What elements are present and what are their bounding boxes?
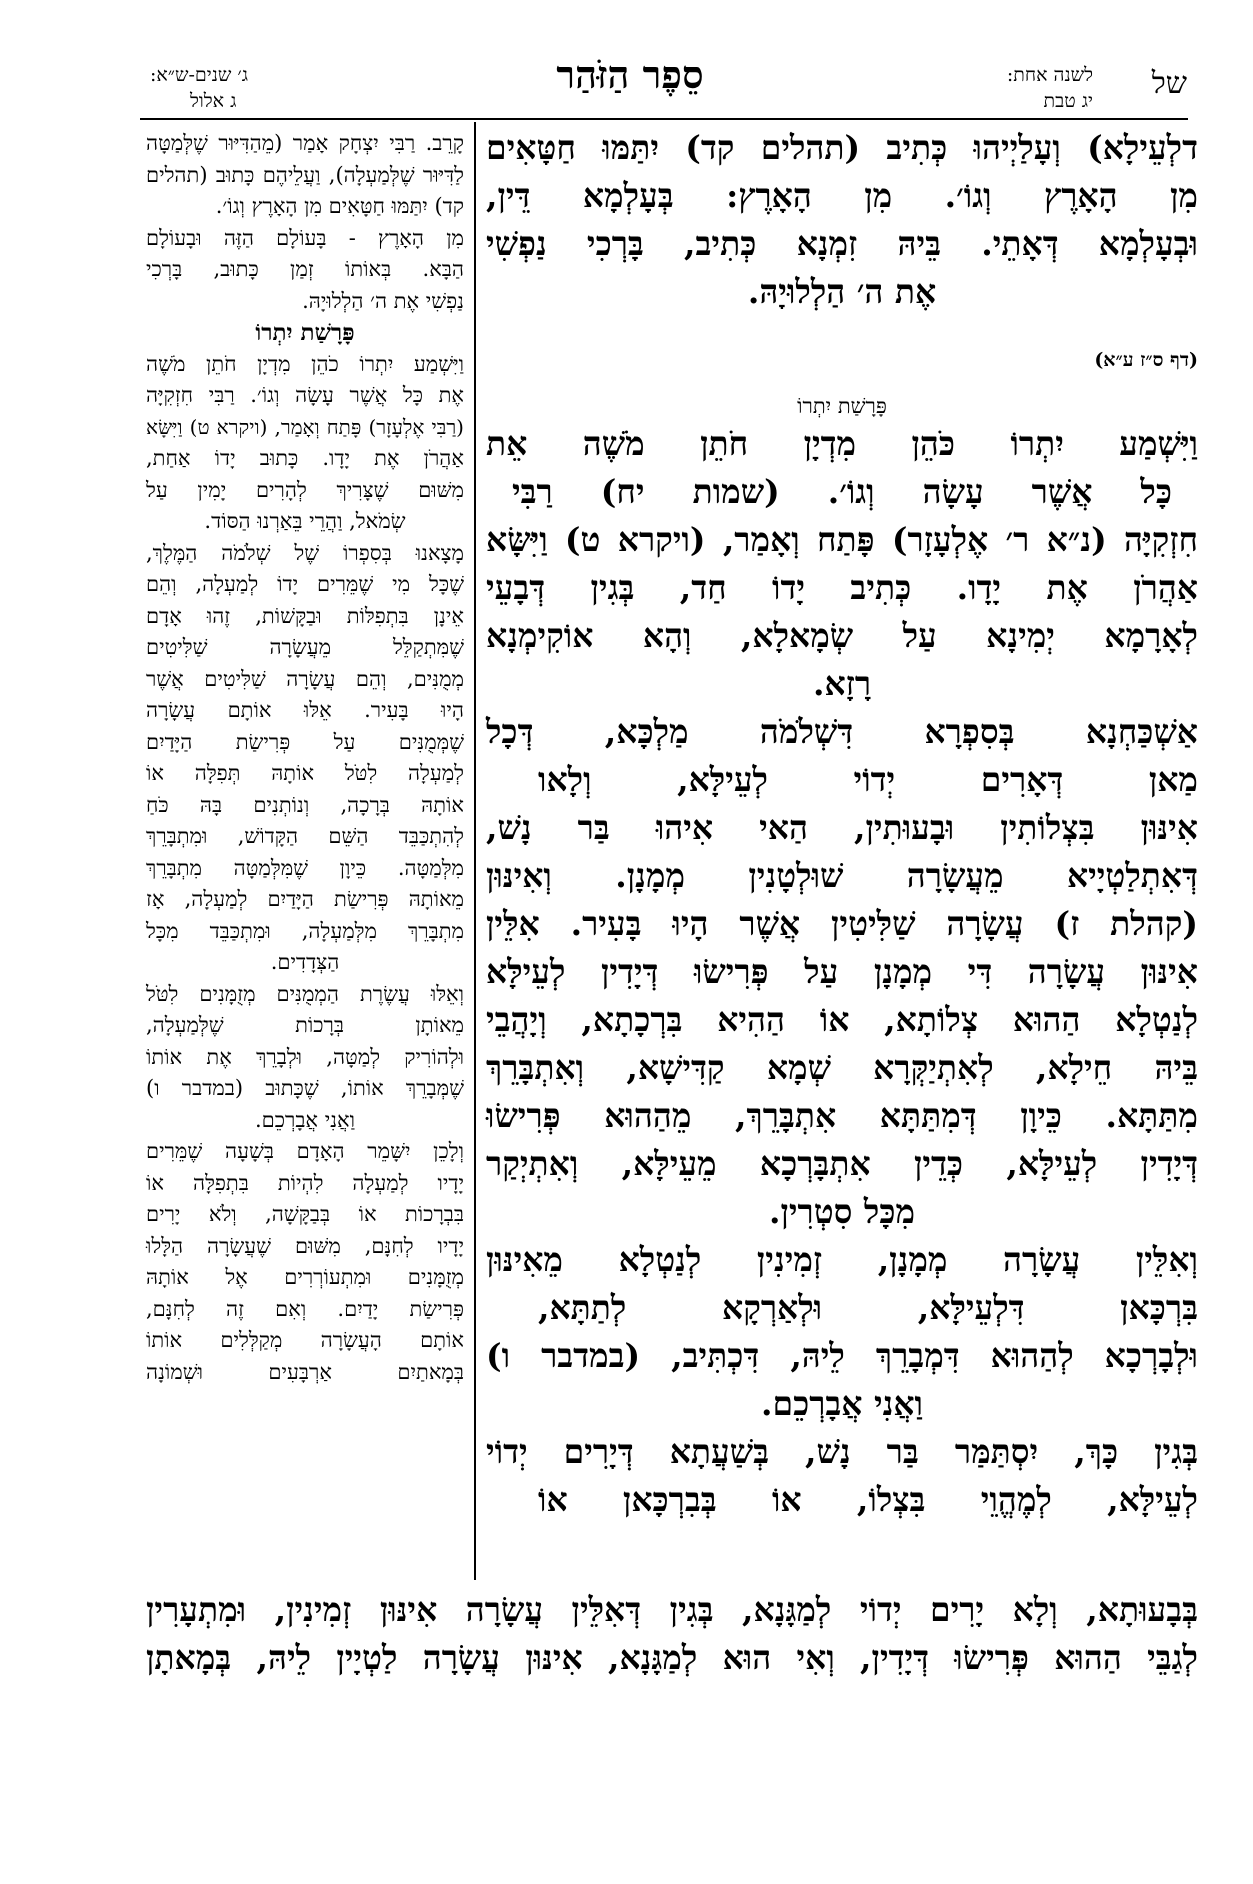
header-rule: [140, 118, 1188, 120]
text-line: אֶת ה׳ הַלְלוּיָהּ.: [747, 272, 937, 311]
side-line: מְזֻמָּנִים וּמִתְעוֹרְרִים אֶל אוֹתָהּ: [146, 1265, 464, 1289]
side-line: קָרֵב. רַבִּי יִצְחָק אָמַר (מֵהַדִּיּוּר שֶׁלְּמַטָּה: [146, 131, 464, 155]
side-line: לְמַעְלָה לִטֹּל אוֹתָהּ תְּפִלָּה אוֹ: [146, 761, 464, 785]
text-line: רָזָא.: [812, 664, 872, 703]
side-line: מִשּׁוּם שֶׁצָּרִיךְ לְהָרִים יָמִין עַל: [146, 477, 464, 502]
text-line: בִּרְכָּאן דִּלְעֵילָּא, וּלְאַרְקָא לְתַתָּא,: [538, 1288, 1198, 1327]
text-line: לְעֵילָּא, לְמֶהֱוֵי בִּצְלוֹ, אוֹ בְּבִרְכָּאן אוֹ: [538, 1480, 1198, 1519]
side-line: מְמֻנִּים, וְהֵם עֲשָׂרָה שַׁלִּיטִים אֲשֶׁר: [146, 666, 464, 691]
schedule-three-years: ג׳ שנים-ש״א:: [150, 64, 249, 86]
text-line: בְּגִין כָּךְ, יִסְתַּמַּר בַּר נָשׁ, בְּשַׁעֲתָא דְּיָרִים יְדוֹי: [486, 1432, 1198, 1471]
side-line: (רַבִּי אֶלְעָזָר) פָּתַח וְאָמַר, (ויקרא ט) וַיִּשָּׂא: [146, 414, 464, 439]
text-line: אַהֲרֹן אֶת יָדָו. כְּתִיב יָדוֹ חַד, בְּגִין דְּבָעֵי: [486, 568, 1198, 607]
text-line: אִינּוּן בִּצְלוֹתִין וּבָעוּתִין, הַאי אִיהוּ בַּר נָשׁ,: [486, 808, 1198, 847]
text-line: כָּל אֲשֶׁר עָשָׂה וְגוֹ׳. (שמות יח) רַבִּי: [512, 472, 1172, 511]
side-line: מִן הָאָרֶץ - בָּעוֹלָם הַזֶּה וּבָעוֹלָם: [146, 225, 464, 250]
side-line: הַבָּא. בְּאוֹתוֹ זְמַן כָּתוּב, בָּרְכִי: [146, 257, 464, 281]
side-line: הַצְּדָדִים.: [270, 950, 340, 974]
side-line: לְהִתְכַּבֵּד הַשֵּׁם הַקָּדוֹשׁ, וּמִתְבָּרֵךְ: [146, 824, 464, 848]
parsha-heading: פָּרָשַׁת יִתְרוֹ: [797, 394, 887, 418]
side-line: בִּבְרָכוֹת אוֹ בְּבַקָּשָׁה, וְלֹא יָרִים: [146, 1202, 464, 1226]
side-line: וּלְהוֹרִיק לְמַטָּה, וּלְבָרֵךְ אֶת אוֹתוֹ: [146, 1044, 464, 1069]
side-line: אוֹתָהּ בְּרָכָה, וְנוֹתְנִים בָּהּ כֹּחַ: [146, 792, 464, 817]
text-line: דְּיָדִין לְעֵילָּא, כְּדֵין אִתְבָּרְכָא מֵעֵילָּא, וְאִתְיְקַר: [486, 1144, 1198, 1183]
side-line: הָיוּ בָּעִיר. אֵלּוּ אוֹתָם עֲשָׂרָה: [146, 698, 464, 722]
hebrew-column: [146, 128, 464, 1580]
side-line: שֶׁמְּמֻנִּים עַל פְּרִישַׂת הַיָּדַיִם: [146, 729, 464, 754]
side-line: אַהֲרֹן אֶת יָדָו. כָּתוּב יָדוֹ אַחַת,: [146, 446, 464, 470]
text-line: וּבְעָלְמָא דְּאָתֵי. בֵּיהּ זִמְנָא כְּתִיב, בָּרְכִי נַפְשִׁי: [486, 224, 1198, 263]
side-line: שְׂמֹאל, וַהֲרֵי בֵּאַרְנוּ הַסּוֹד.: [204, 509, 406, 533]
side-line: וַאֲנִי אֲבָרְכֵם.: [254, 1107, 356, 1132]
text-line: וַיִּשְׁמַע יִתְרוֹ כֹּהֵן מִדְיָן חֹתֵן מֹשֶׁה אֵת: [486, 424, 1198, 463]
header-shel: של: [1151, 66, 1187, 101]
text-line: בֵּיהּ חֵילָא, לְאִתְיַקְּרָא שְׁמָא קַדִּישָׁא, וְאִתְבָּרֵךְ: [486, 1048, 1198, 1087]
schedule-one-year: לשנה אחת:: [1006, 64, 1093, 86]
full-width-line: בְּבָעוּתָא, וְלָא יָרִים יְדוֹי לְמַגָּנָא, בְּגִין דְּאִלֵּין עֲשָׂרָה אִינּוּן זְמִינִין, וּמִתְעָרִין: [146, 1590, 1198, 1629]
side-parsha-heading: פָּרָשַׁת יִתְרוֹ: [255, 319, 355, 346]
text-line: דְּאִתְלַטְיָיא מֵעֲשָׂרָה שׁוּלְטָנִין מְמָנָן. וְאִינּוּן: [486, 856, 1198, 895]
text-line: וְאִלֵּין עֲשָׂרָה מְמָנָן, זְמִינִין לְנַטְלָא מֵאִינּוּן: [486, 1240, 1198, 1279]
page-title: סֵפֶר הַזֹּהַר: [556, 52, 704, 97]
side-line: שֶׁמְּבָרֵךְ אוֹתוֹ, שֶׁכָּתוּב (במדבר ו): [146, 1076, 464, 1100]
text-line: וּלְבָרְכָא לְהַהוּא דִּמְבָרֵךְ לֵיהּ, דִּכְתִּיב, (במדבר ו): [486, 1336, 1198, 1375]
text-line: מִן הָאָרֶץ וְגוֹ׳. מִן הָאָרֶץ: בְּעָלְמָא דֵּין,: [486, 176, 1198, 215]
text-line: אִינּוּן עֲשָׂרָה דִּי מְמָנָן עַל פְּרִישׂוּ דְּיָדִין לְעֵילָּא: [486, 952, 1198, 991]
side-line: יָדָיו לְחִנָּם, מִשּׁוּם שֶׁעֲשָׂרָה הַלָּלוּ: [146, 1233, 464, 1258]
text-line: וַאֲנִי אֲבָרְכֵם.: [760, 1384, 924, 1423]
text-line: חִזְקִיָּה (נ״א ר׳ אֶלְעָזָר) פָּתַח וְאָמַר, (ויקרא ט) וַיִּשָּׂא: [486, 520, 1198, 559]
full-width-line: לְגַבֵּי הַהוּא פְּרִישׂוּ דְּיָדִין, וְאִי הוּא לְמַגָּנָא, אִינּוּן עֲשָׂרָה לַטְיָין לֵיהּ, בְּמָאתָן: [146, 1638, 1198, 1677]
side-line: אוֹתָם הָעֲשָׂרָה מְקַלְּלִים אוֹתוֹ: [146, 1328, 464, 1352]
side-line: פְּרִישַׂת יָדַיִם. וְאִם זֶה לְחִנָּם,: [146, 1296, 464, 1321]
schedule-one-year-date: יג טבת: [1043, 90, 1093, 112]
text-line: מַאן דְּאָרִים יְדוֹי לְעֵילָּא, וְלָאו: [538, 760, 1198, 799]
side-line: שֶׁכָּל מִי שֶׁמֵּרִים יָדוֹ לְמַעְלָה, וְהֵם: [146, 572, 464, 596]
side-line: מִתְבָּרֵךְ מִלְּמַעְלָה, וּמִתְכַּבֵּד מִכָּל: [146, 918, 464, 943]
aramaic-column: [486, 124, 1198, 1580]
side-line: אֵינָן בִּתְפִלּוֹת וּבַקָּשׁוֹת, זֶהוּ אָדָם: [146, 603, 464, 628]
side-line: יָדָיו לְמַעְלָה לִהְיוֹת בִּתְפִלָּה אוֹ: [146, 1170, 464, 1195]
side-line: אֶת כָּל אֲשֶׁר עָשָׂה וְגוֹ׳. רַבִּי חִזְקִיָּה: [146, 383, 464, 407]
side-line: וַיִּשְׁמַע יִתְרוֹ כֹהֵן מִדְיָן חֹתֵן מֹשֶׁה: [146, 351, 464, 376]
text-line: לְאָרָמָא יְמִינָא עַל שְׂמָאלָא, וְהָא אוֹקִימְנָא: [486, 616, 1198, 655]
text-line: (קהלת ז) עֲשָׂרָה שַׁלִּיטִין אֲשֶׁר הָיוּ בָּעִיר. אִלֵּין: [486, 904, 1198, 943]
side-line: לַדִּיּוּר שֶׁלְּמַעְלָה), וַעֲלֵיהֶם כָּתוּב (תהלים: [146, 162, 464, 187]
schedule-three-years-date: ג אלול: [190, 90, 237, 112]
side-line: מֵאוֹתָן בְּרָכוֹת שֶׁלְּמַעְלָה,: [146, 1013, 464, 1037]
text-line: מִתַּתָּא. כֵּיוָן דְּמִתַּתָּא אִתְבָּרֵךְ, מֵהַהוּא פְּרִישׂוּ: [486, 1096, 1198, 1135]
side-line: מָצָאנוּ בְּסִפְרוֹ שֶׁל שְׁלֹמֹה הַמֶּלֶךְ,: [146, 540, 464, 565]
column-divider: [474, 122, 476, 1580]
side-line: קד) יִתַּמּוּ חַטָּאִים מִן הָאָרֶץ וְגוֹ׳.: [215, 194, 464, 218]
side-line: בְּמָאתַיִם אַרְבָּעִים וּשְׁמוֹנָה: [146, 1359, 464, 1384]
text-line: דלְעֵילָא) וְעָלַיְיהוּ כְּתִיב (תהלים קד) יִתַּמּוּ חַטָּאִים: [486, 128, 1198, 167]
side-line: נַפְשִׁי אֶת ה׳ הַלְלוּיָהּ.: [302, 288, 464, 313]
daf-reference: (דף ס״ז ע״א): [1094, 349, 1198, 371]
side-line: וְלָכֵן יִשָּׁמֵר הָאָדָם בְּשָׁעָה שֶׁמֵּרִים: [146, 1139, 464, 1163]
side-line: מִלְּמַטָּה. כֵּיוָן שֶׁמִּלְּמַטָּה מִתְבָּרֵךְ: [146, 855, 464, 880]
text-line: לְנַטְלָא הַהוּא צְלוֹתָא, אוֹ הַהִיא בִּרְכָתָא, וְיָהֲבֵי: [486, 1000, 1198, 1039]
side-line: וְאֵלּוּ עֲשֶׂרֶת הַמְמֻנִּים מְזֻמָּנִים לִטֹּל: [146, 981, 464, 1006]
text-line: מִכָּל סִטְרִין.: [768, 1192, 916, 1231]
side-line: שֶׁמִּתְקַלֵּל מֵעֲשָׂרָה שַׁלִּיטִים: [146, 635, 464, 659]
side-line: מֵאוֹתָהּ פְּרִישַׂת הַיָּדַיִם לְמַעְלָה, אָז: [146, 887, 464, 911]
text-line: אַשְׁכַּחְנָא בְּסִפְרָא דִּשְׁלֹמֹה מַלְכָּא, דְּכָל: [486, 712, 1198, 751]
